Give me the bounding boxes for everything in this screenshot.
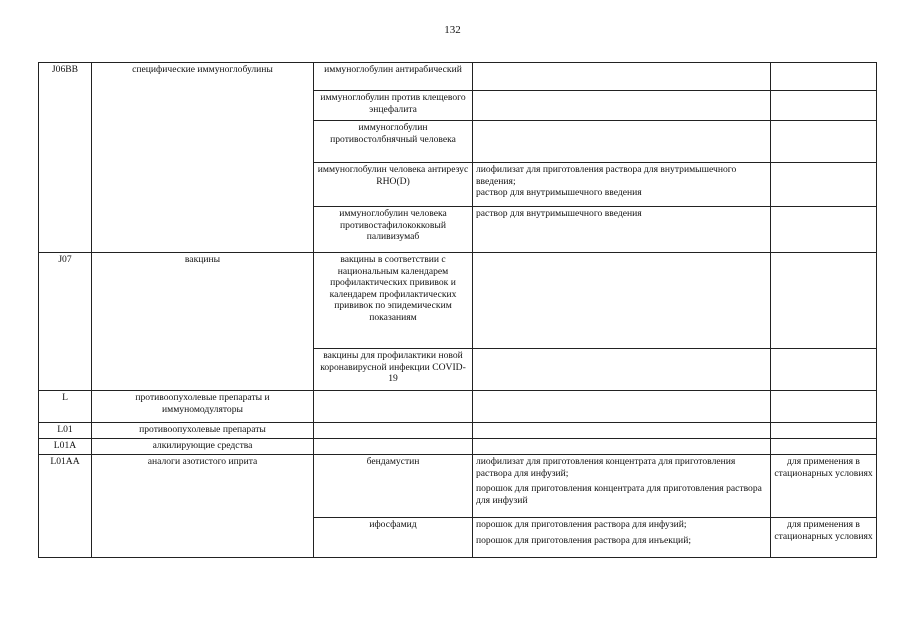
drug-name-cell: ифосфамид [314,518,473,558]
dosage-form-cell [473,518,771,558]
dosage-form-cell [473,253,771,349]
note-cell: для применения в стационарных условиях [771,518,877,558]
drug-name-cell [314,391,473,423]
atc-code-cell: L01AA [39,455,92,558]
atc-code-cell: L01 [39,423,92,439]
group-name-cell: вакцины [92,253,314,391]
group-name-cell: специфические иммуноглобулины [92,63,314,253]
dosage-form-line: порошок для приготовления раствора для инъекций; [476,534,691,546]
drug-name-cell: иммуноглобулин противостолбнячный человека [314,121,473,163]
drug-table [38,62,877,558]
group-name-cell: алкилирующие средства [92,439,314,455]
dosage-form-cell [473,391,771,423]
dosage-form-cell [473,423,771,439]
drug-name-cell: вакцины в соответствии с национальным календарем профилактических прививок и календарем профилактических прививок по эпидемическим показаниям [314,253,473,349]
group-name-cell: противоопухолевые препараты и иммуномодуляторы [92,391,314,423]
drug-name-cell: иммуноглобулин человека антирезус RHO(D) [314,163,473,207]
dosage-form-line: порошок для приготовления раствора для инфузий; [476,519,687,530]
dosage-form-line: раствор для внутримышечного введения [476,208,642,219]
dosage-form-line: лиофилизат для приготовления концентрата для приготовления раствора для инфузий; [476,456,736,479]
note-cell [771,439,877,455]
table-row [39,63,877,91]
drug-name-cell: иммуноглобулин антирабический [314,63,473,91]
group-name-cell: аналоги азотистого иприта [92,455,314,558]
dosage-form-cell [473,91,771,121]
note-cell [771,91,877,121]
note-cell [771,121,877,163]
dosage-form-cell [473,455,771,518]
dosage-form-cell [473,207,771,253]
atc-code-cell: J07 [39,253,92,391]
page-number: 132 [444,24,461,36]
drug-name-cell [314,423,473,439]
table-row [39,391,877,423]
drug-name-cell [314,439,473,455]
table-row [39,455,877,518]
atc-code-cell: L [39,391,92,423]
drug-name-cell: иммуноглобулин человека противостафилококковый паливизумаб [314,207,473,253]
dosage-form-line: лиофилизат для приготовления раствора для внутримышечного введения; [476,164,737,187]
atc-code-cell: J06BB [39,63,92,253]
dosage-form-line: раствор для внутримышечного введения [476,187,642,198]
note-cell: для применения в стационарных условиях [771,455,877,518]
note-cell [771,63,877,91]
note-cell [771,349,877,391]
dosage-form-line: порошок для приготовления концентрата для приготовления раствора для инфузий [476,483,762,506]
group-name-cell: противоопухолевые препараты [92,423,314,439]
dosage-form-cell [473,439,771,455]
note-cell [771,207,877,253]
note-cell [771,423,877,439]
note-cell [771,253,877,349]
note-cell [771,391,877,423]
dosage-form-cell [473,349,771,391]
dosage-form-cell [473,63,771,91]
atc-code-cell: L01A [39,439,92,455]
drug-name-cell: иммуноглобулин против клещевого энцефалита [314,91,473,121]
table-row [39,423,877,439]
drug-name-cell: вакцины для профилактики новой коронавирусной инфекции COVID-19 [314,349,473,391]
dosage-form-cell [473,163,771,207]
table-row [39,439,877,455]
table-row [39,253,877,349]
note-cell [771,163,877,207]
drug-name-cell: бендамустин [314,455,473,518]
dosage-form-cell [473,121,771,163]
